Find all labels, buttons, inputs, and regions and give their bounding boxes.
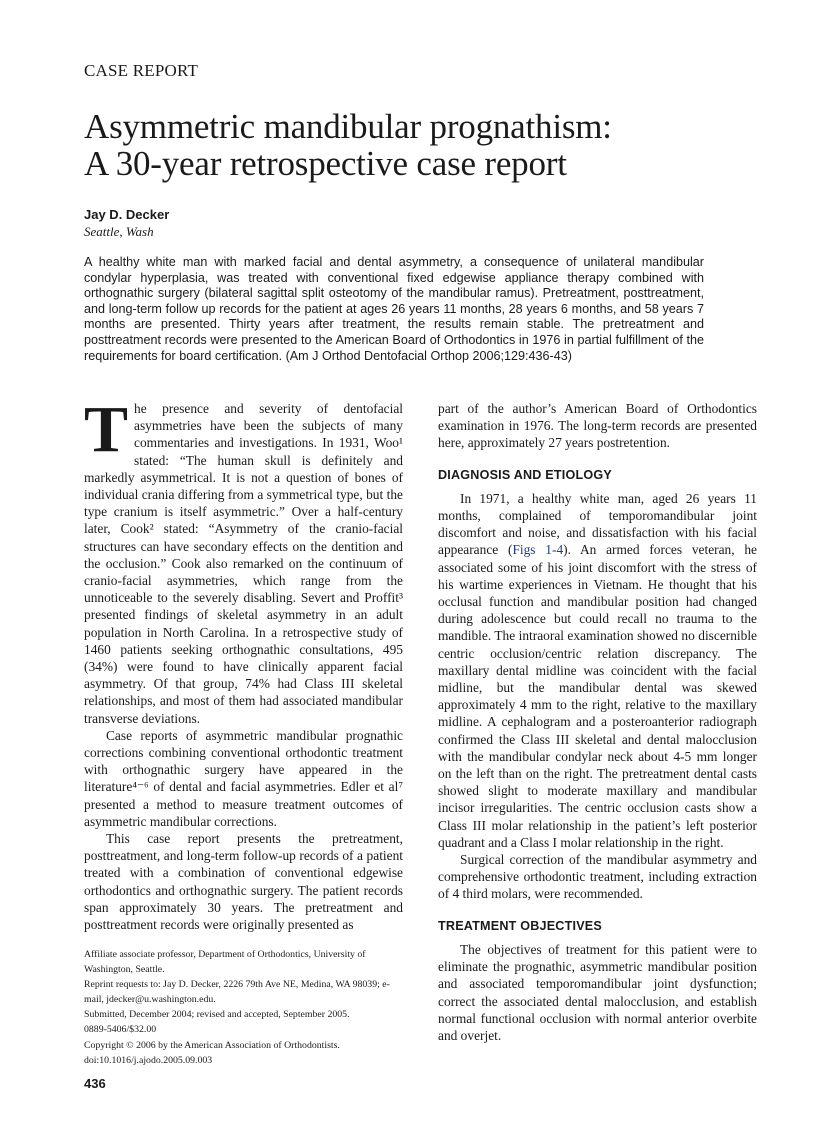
drop-cap: T (84, 393, 129, 466)
title-line-1: Asymmetric mandibular prognathism: (84, 107, 612, 146)
intro-paragraph-2: Case reports of asymmetric mandibular prognathic corrections combining conventional orthodontic treatment with orthognathic surgery have appeared in the literature⁴⁻⁶ of dental and facial asymmetries. Edler et al⁷ presented a method to measure treatment outcomes of asymmetric mandibular corrections. (84, 727, 403, 829)
footnote-copyright: Copyright © 2006 by the American Association of Orthodontists. (84, 1039, 340, 1051)
diagnosis-paragraph-2: Surgical correction of the mandibular asymmetry and comprehensive orthodontic treatment, including extraction of 4 third molars, were recommended. (438, 852, 757, 902)
right-column (438, 400, 757, 1044)
intro-paragraph-3-continued: part of the author’s American Board of Orthodontics examination in 1976. The long-term records are presented here, approximately 27 years postretention. (438, 401, 757, 451)
diagnosis-paragraph-1 (438, 490, 757, 851)
diagnosis-text-b: ). An armed forces veteran, he associated some of his joint discomfort with the stress of his wartime experiences in Vietnam. He thought that his occlusal function and mandibular position had changed during adolescence but could recall no trauma to the mandible. The intraoral examination showed no discernible centric occlusion/centric relation discrepancy. The maxillary dental midline was coincident with the facial midline, but the mandibular dental was skewed approximately 4 mm to the right, relative to the maxillary midline. A cephalogram and a posteroanterior radiograph confirmed the Class III skeletal and dental malocclusion with the mandibular condylar neck about 4-5 mm longer on the left than on the right. The pretreatment dental casts showed slight to moderate maxillary and mandibular incisor irregularities. The centric occlusion casts show a Class III molar relationship in the patient’s left posterior quadrant and a Class I molar relationship in the right. (438, 542, 757, 850)
author-affiliation: Seattle, Wash (84, 224, 154, 239)
intro-paragraph-1 (84, 393, 403, 727)
diagnosis-text-a: In 1971, a healthy white man, aged 26 years 11 months, complained of temporomandibular joint discomfort and noise, and dissatisfaction with his facial appearance ( (438, 490, 757, 558)
intro-paragraph-3: This case report presents the pretreatment, posttreatment, and long-term follow-up records of a patient treated with a combination of conventional edgewise orthodontics and orthognathic surgery. The patient records span approximately 30 years. The pretreatment and posttreatment records were originally presented as (84, 831, 403, 933)
section-label: CASE REPORT (84, 61, 199, 80)
page-number: 436 (84, 1076, 106, 1091)
title-line-2: A 30-year retrospective case report (84, 144, 567, 183)
footnote-doi[interactable]: doi:10.1016/j.ajodo.2005.09.003 (84, 1054, 213, 1066)
footnotes (84, 947, 406, 1068)
footnote-issn: 0889-5406/$32.00 (84, 1024, 157, 1036)
article-title (84, 108, 612, 182)
footnote-affiliation: Affiliate associate professor, Department of Orthodontics, University of Washington, Seattle. (84, 949, 366, 976)
footnote-dates: Submitted, December 2004; revised and accepted, September 2005. (84, 1009, 350, 1021)
heading-diagnosis: DIAGNOSIS AND ETIOLOGY (438, 467, 612, 482)
author-name: Jay D. Decker (84, 207, 170, 222)
left-column (84, 393, 403, 933)
footnote-reprint: Reprint requests to: Jay D. Decker, 2226 79th Ave NE, Medina, WA 98039; e-mail, jdecker@u.washington.edu. (84, 979, 390, 1006)
objectives-paragraph: The objectives of treatment for this patient were to eliminate the prognathic, asymmetric mandibular position and associated temporomandibular joint dysfunction; correct the associated dental malocclusion, and establish normal functional occlusion with normal anterior overbite and overjet. (438, 941, 757, 1043)
figure-link[interactable]: Figs 1-4 (512, 542, 564, 558)
abstract: A healthy white man with marked facial and dental asymmetry, a consequence of unilateral mandibular condylar hyperplasia, was treated with conventional fixed edgewise appliance therapy combined with orthognathic surgery (bilateral sagittal split osteotomy of the mandibular ramus). Pretreatment, posttreatment, and long-term follow up records for the patient at ages 26 years 11 months, 28 years 6 months, and 58 years 7 months are presented. Thirty years after treatment, the results remain stable. The pretreatment and posttreatment records were presented to the American Board of Orthodontics in 1976 in partial fulfillment of the requirements for board certification. (Am J Orthod Dentofacial Orthop 2006;129:436-43) (84, 255, 704, 363)
heading-objectives: TREATMENT OBJECTIVES (438, 918, 602, 933)
intro-paragraph-1-text: he presence and severity of dentofacial asymmetries have been the subjects of many commentaries and investigations. In 1931, Woo¹ stated: “The human skull is definitely and markedly asymmetrical. It is not a question of bones of individual crania differing from a symmetrical type, but the type cranium is itself asymmetric.” Over a half-century later, Cook² stated: “Asymmetry of the cranio-facial structures can have secondary effects on the dentition and the occlusion.” Cook also remarked on the continuum of cranio-facial asymmetries, which range from the unnoticeable to the severely disabling. Severt and Proffit³ presented findings of skeletal asymmetry in an adult population in North Carolina. In a retrospective study of 1460 patients seeking orthognathic consultations, 495 (34%) were found to have clinically apparent facial asymmetry. Of that group, 74% had Class III skeletal relationships, and most of them had associated mandibular transverse deviations. (84, 401, 403, 726)
